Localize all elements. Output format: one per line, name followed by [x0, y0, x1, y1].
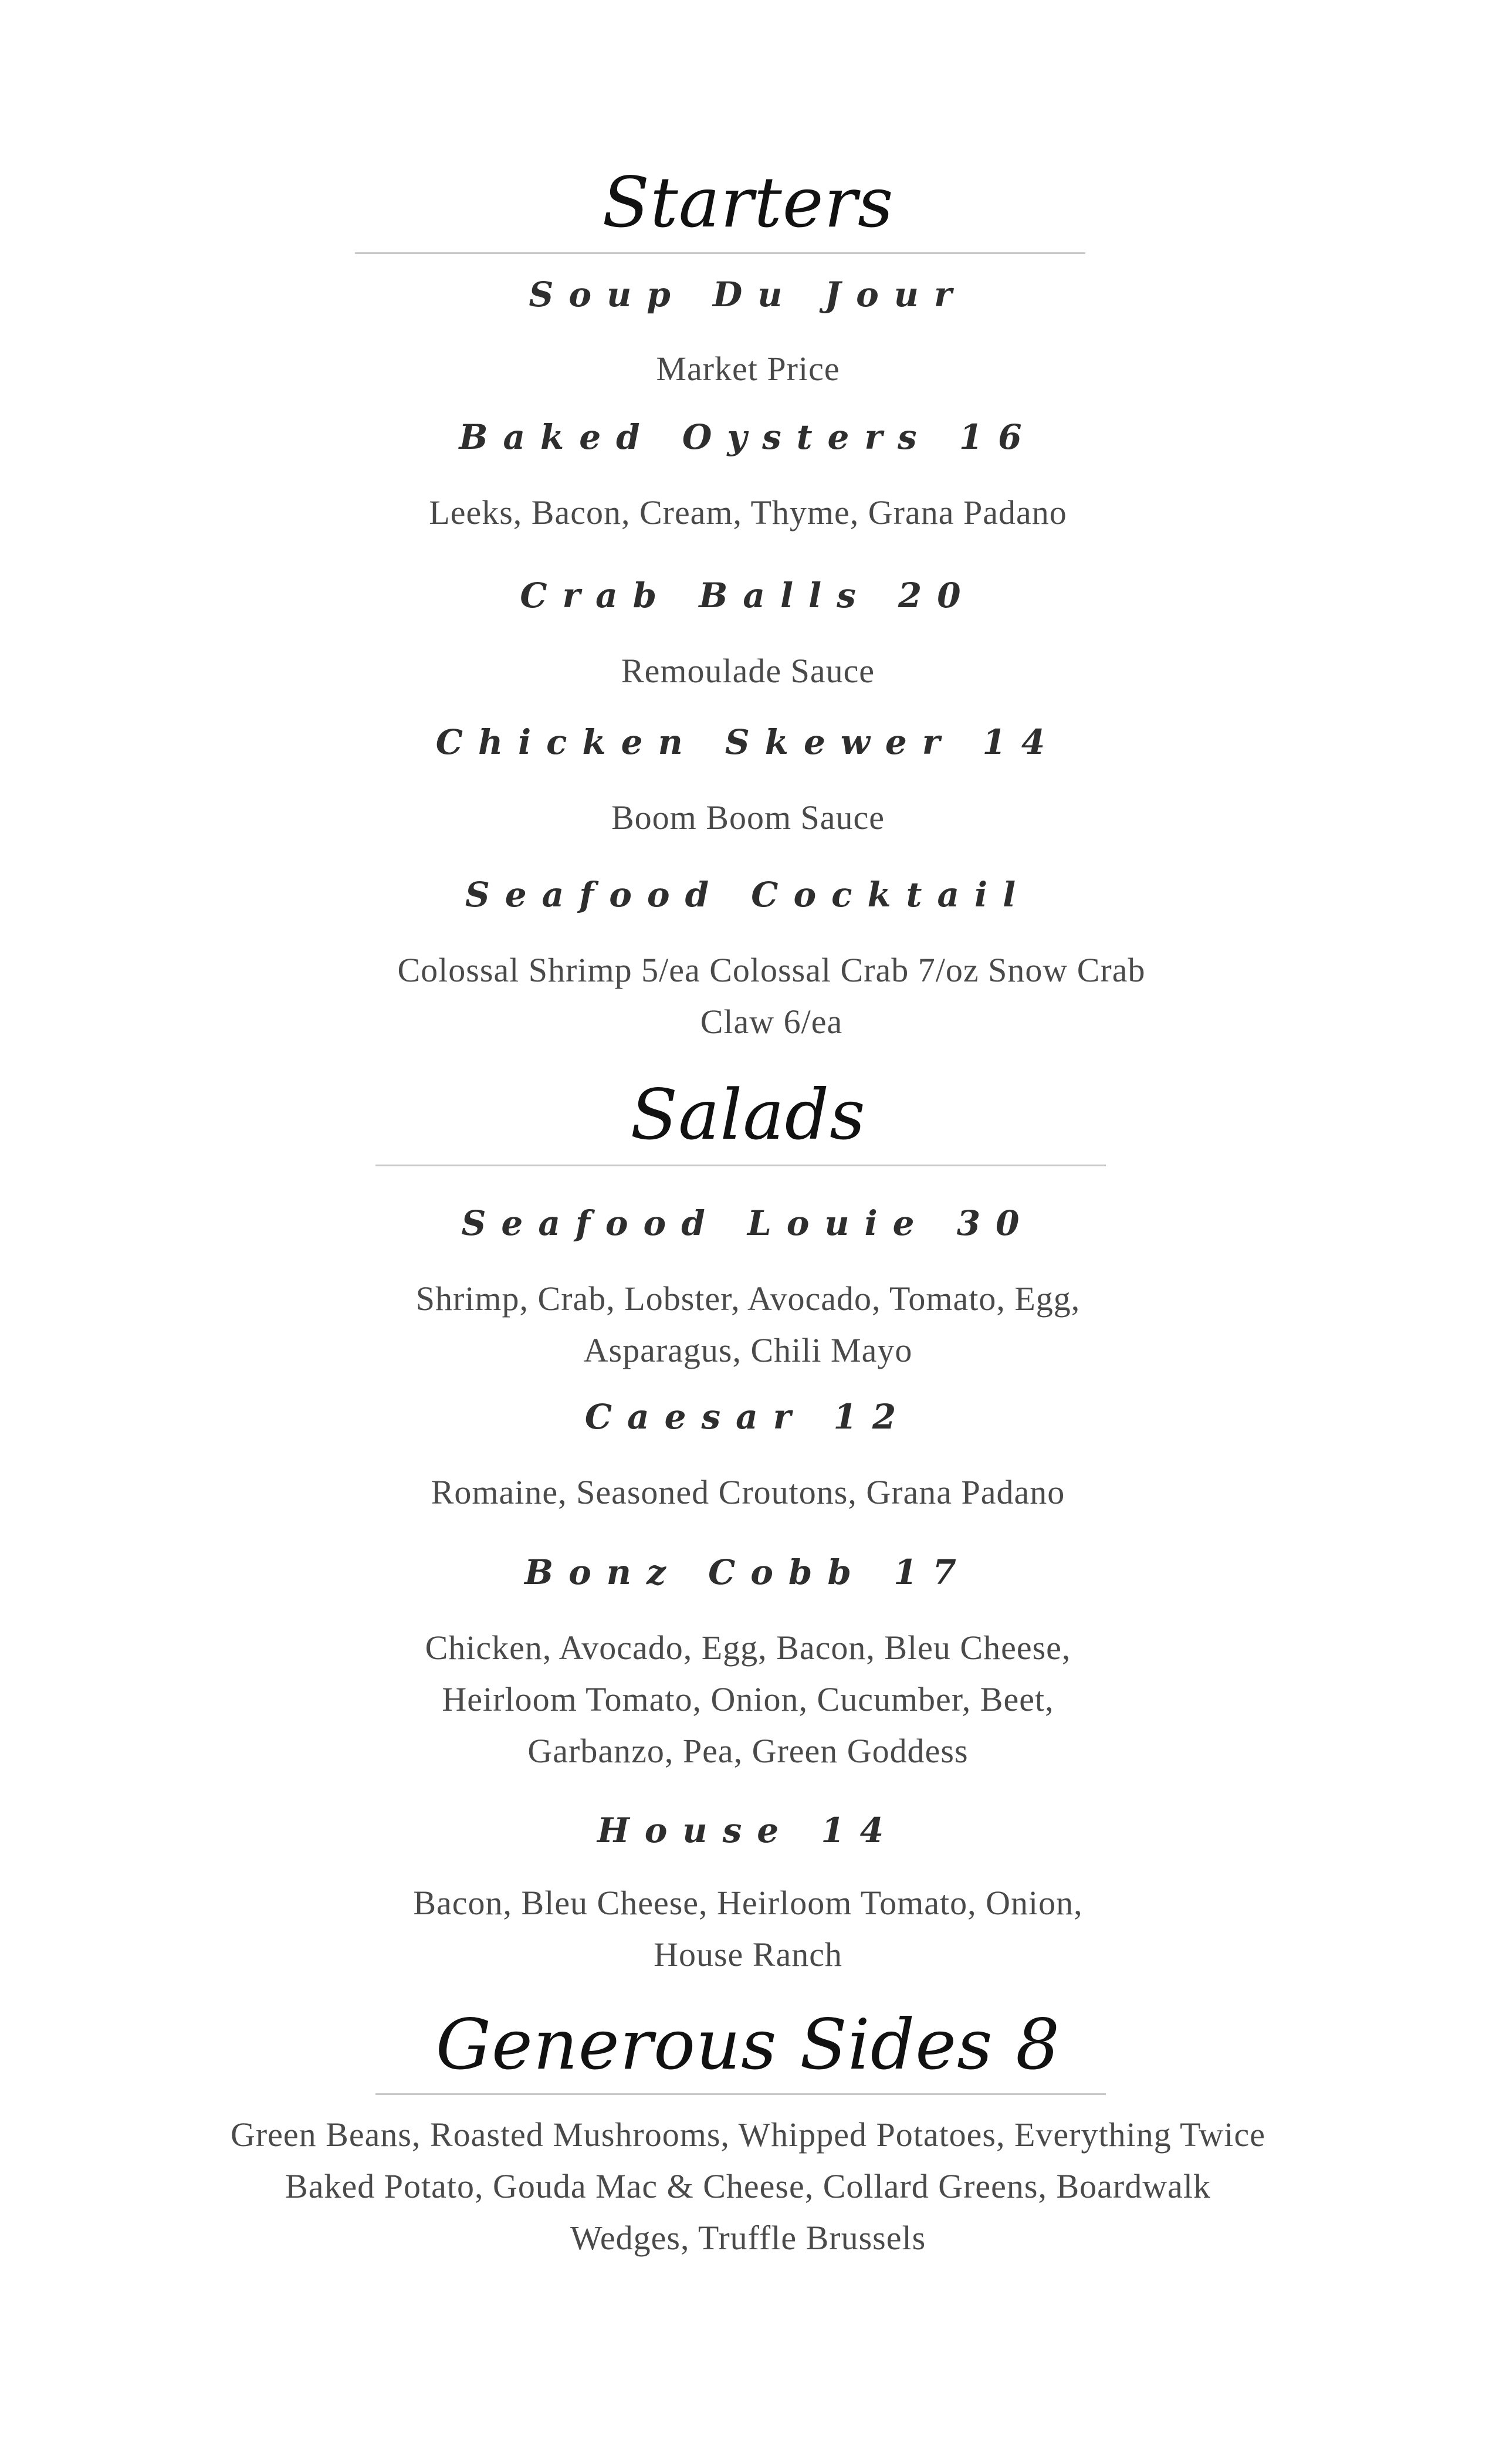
menu-item-name: House 14 [597, 1810, 899, 1850]
menu-item-name: Caesar 12 [584, 1397, 912, 1437]
starters-title: Starters [602, 162, 894, 243]
menu-item-name: Bonz Cobb 17 [524, 1552, 972, 1592]
sides-divider [375, 2093, 1106, 2095]
menu-item-name: Seafood Cocktail [465, 875, 1031, 915]
menu-item-description: Market Price [656, 350, 840, 388]
menu-item-description: Boom Boom Sauce [611, 798, 885, 837]
menu-item-description: Shrimp, Crab, Lobster, Avocado, Tomato, Egg, Asparagus, Chili Mayo [415, 1280, 1081, 1369]
menu-item-name: Baked Oysters 16 [459, 417, 1037, 457]
starters-divider [355, 252, 1085, 254]
sides-description: Green Beans, Roasted Mushrooms, Whipped Potatoes, Everything Twice Baked Potato, Gouda Mac & Cheese, Collard Greens, Boardwalk Wedges, Truffle Brussels [230, 2116, 1266, 2257]
menu-item-description: Remoulade Sauce [621, 652, 875, 690]
salads-divider [375, 1165, 1106, 1166]
menu-item-name: Crab Balls 20 [520, 576, 976, 615]
menu-item-name: Seafood Louie 30 [461, 1203, 1035, 1243]
menu-item-description: Romaine, Seasoned Croutons, Grana Padano [431, 1473, 1065, 1511]
sides-title: Generous Sides 8 [435, 2004, 1061, 2085]
menu-item-name: Soup Du Jour [529, 275, 967, 314]
menu-item-name: Chicken Skewer 14 [435, 722, 1061, 762]
menu-item-description: Colossal Shrimp 5/ea Colossal Crab 7/oz Snow Crab Claw 6/ea [397, 951, 1146, 1041]
menu-item-description: Leeks, Bacon, Cream, Thyme, Grana Padano [429, 493, 1067, 532]
salads-title: Salads [630, 1074, 866, 1155]
menu-item-description: Bacon, Bleu Cheese, Heirloom Tomato, Onion, House Ranch [413, 1884, 1083, 1974]
menu-item-description: Chicken, Avocado, Egg, Bacon, Bleu Cheese, Heirloom Tomato, Onion, Cucumber, Beet, Garbanzo, Pea, Green Goddess [425, 1629, 1071, 1770]
